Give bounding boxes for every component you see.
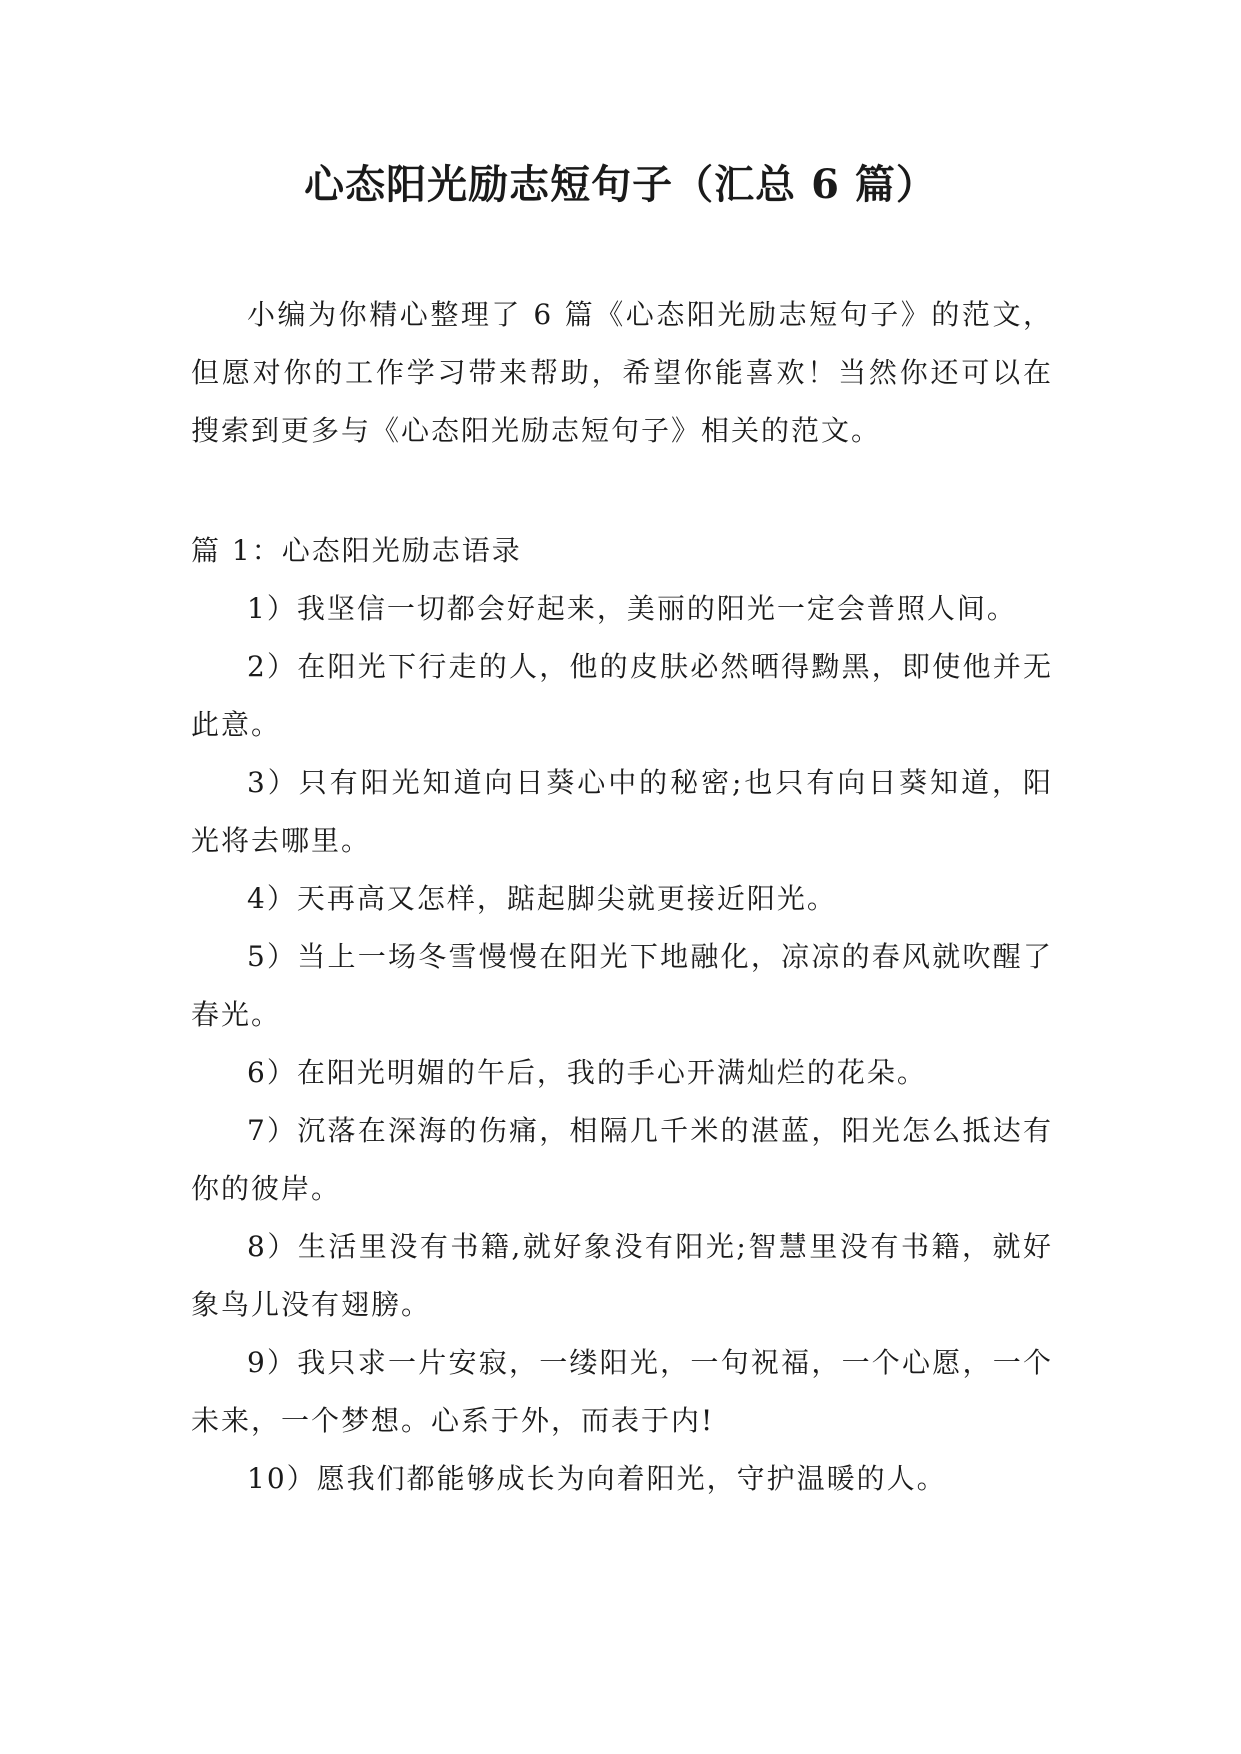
list-item: 3）只有阳光知道向日葵心中的秘密;也只有向日葵知道，阳光将去哪里。 [191, 766, 1053, 857]
section-title: 篇 1：心态阳光励志语录 [191, 534, 522, 567]
list-item: 2）在阳光下行走的人，他的皮肤必然晒得黝黑，即使他并无此意。 [191, 650, 1053, 741]
document-title: 心态阳光励志短句子（汇总 6 篇） [304, 161, 937, 208]
document-body [191, 286, 1053, 1508]
list-item: 8）生活里没有书籍,就好象没有阳光;智慧里没有书籍，就好象鸟儿没有翅膀。 [191, 1230, 1053, 1321]
list-item: 1）我坚信一切都会好起来，美丽的阳光一定会普照人间。 [247, 592, 1017, 625]
list-item: 9）我只求一片安寂，一缕阳光，一句祝福，一个心愿，一个未来，一个梦想。心系于外，而表于内! [191, 1346, 1053, 1437]
list-item: 6）在阳光明媚的午后，我的手心开满灿烂的花朵。 [247, 1056, 927, 1089]
list-item: 7）沉落在深海的伤痛，相隔几千米的湛蓝，阳光怎么抵达有你的彼岸。 [191, 1114, 1053, 1205]
list-item: 5）当上一场冬雪慢慢在阳光下地融化，凉凉的春风就吹醒了春光。 [191, 940, 1053, 1031]
intro-paragraph: 小编为你精心整理了 6 篇《心态阳光励志短句子》的范文，但愿对你的工作学习带来帮助，希望你能喜欢！当然你还可以在搜索到更多与《心态阳光励志短句子》相关的范文。 [191, 298, 1053, 447]
list-item: 10）愿我们都能够成长为向着阳光，守护温暖的人。 [247, 1462, 947, 1495]
list-item: 4）天再高又怎样，踮起脚尖就更接近阳光。 [247, 882, 837, 915]
